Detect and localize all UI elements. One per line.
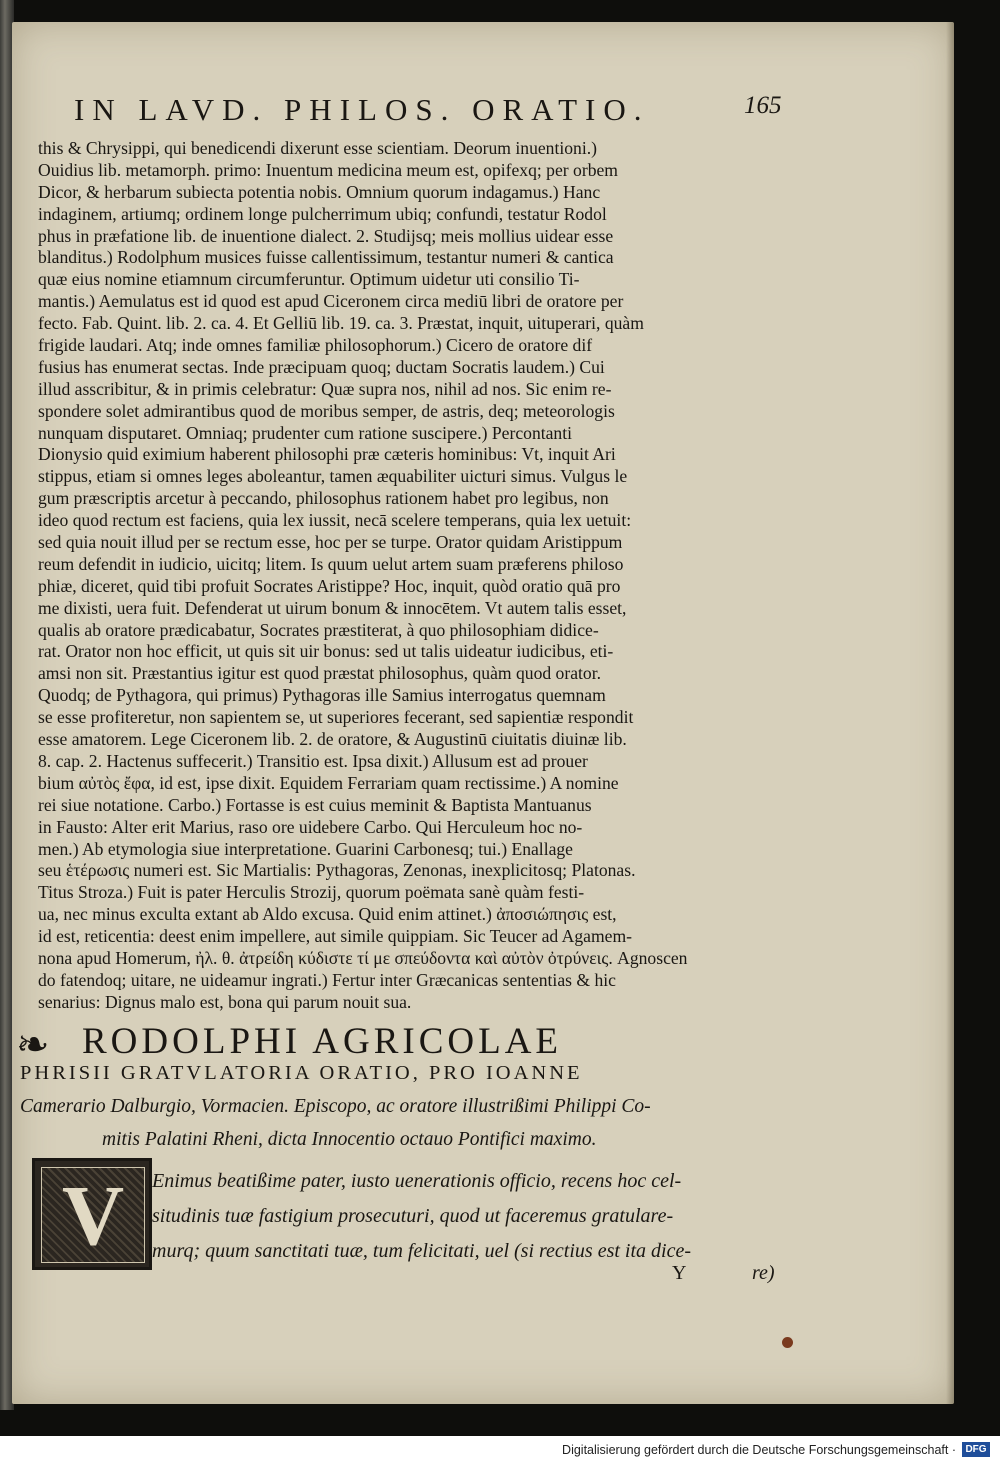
commentary-line: quæ eius nomine etiamnum circumferuntur. Optimum uidetur uti consilio Ti- bbox=[38, 269, 580, 290]
commentary-line: blanditus.) Rodolphum musices fuisse callentissimum, testantur numeri & cantica bbox=[38, 247, 614, 268]
initial-ornament bbox=[41, 1167, 145, 1263]
commentary-line: 8. cap. 2. Hactenus suffecerit.) Transitio est. Ipsa dixit.) Allusum est ad prouer bbox=[38, 750, 588, 771]
oration-body-line: murq; quum sanctitati tuæ, tum felicitati, uel (si rectius est ita dice- bbox=[152, 1240, 692, 1262]
book-page bbox=[12, 22, 954, 1404]
commentary-line: reum defendit in iudicio, uicitq; litem. Is quum uelut artem suam præferens philoso bbox=[38, 553, 624, 574]
footer-bar bbox=[0, 1436, 1000, 1464]
commentary-line: phiæ, diceret, quid tibi profuit Socrates Aristippe? Hoc, inquit, quòd oratio quā pro bbox=[38, 575, 621, 596]
commentary-line: do fatendoq; uitare, ne uideamur ingrati.) Fertur inter Græcanicas sententias & hic bbox=[38, 969, 616, 990]
ink-spot bbox=[782, 1337, 793, 1348]
commentary-line: Quodq; de Pythagora, qui primus) Pythagoras ille Samius interrogatus quemnam bbox=[38, 685, 606, 706]
commentary-line: seu ἑτέρωσις numeri est. Sic Martialis: Pythagoras, Zenonas, inexplicitosq; Platonas. bbox=[38, 860, 636, 881]
catchword: re) bbox=[752, 1262, 775, 1284]
commentary-line: gum præscriptis arcetur à peccando, philosophus rationem habet pro legibus, non bbox=[38, 488, 609, 509]
initial-letter: V bbox=[61, 1167, 125, 1263]
commentary-line: Dicor, & herbarum subiecta potentia nobis. Omnium quorum indagamus.) Hanc bbox=[38, 181, 601, 202]
commentary-line: se esse profiteretur, non sapientem se, ut superiores fecerant, sed sapientiæ respondit bbox=[38, 707, 634, 728]
commentary-line: fusius has enumerat sectas. Inde præcipuam quoq; ductam Socratis laudem.) Cui bbox=[38, 356, 605, 377]
commentary-text bbox=[38, 138, 798, 1014]
commentary-line: ua, nec minus exculta extant ab Aldo excusa. Quid enim attinet.) ἀποσιώπησις est, bbox=[38, 904, 617, 925]
commentary-line: indaginem, artiumq; ordinem longe pulcherrimum ubiq; confundi, testatur Rodol bbox=[38, 203, 607, 224]
commentary-line: frigide laudari. Atq; inde omnes familiæ philosophorum.) Cicero de oratore dif bbox=[38, 335, 593, 356]
commentary-line: fecto. Fab. Quint. lib. 2. ca. 4. Et Gelliū lib. 19. ca. 3. Præstat, inquit, uituperari, quàm bbox=[38, 313, 644, 334]
commentary-line: qualis ab oratore prædicabatur, Socrates præstiterat, à quo philosophiam didice- bbox=[38, 619, 599, 640]
oration-subtitle: PHRISII GRATVLATORIA ORATIO, PRO IOANNE bbox=[20, 1062, 583, 1084]
commentary-line: me dixisti, uera fuit. Defenderat ut uirum bonum & innocētem. Vt autem talis esset, bbox=[38, 597, 627, 618]
commentary-line: men.) Ab etymologia siue interpretatione. Guarini Carbonesq; tui.) Enallage bbox=[38, 838, 573, 859]
commentary-line: nunquam disputaret. Omniaq; prudenter cum ratione suscipere.) Percontanti bbox=[38, 422, 573, 443]
commentary-line: senarius: Dignus malo est, bona qui parum nouit sua. bbox=[38, 991, 412, 1012]
dfg-logo[interactable]: DFG bbox=[962, 1442, 990, 1457]
page-edge-shadow bbox=[946, 22, 954, 1404]
commentary-line: Ouidius lib. metamorph. primo: Inuentum medicina meum est, opifexq; per orbem bbox=[38, 159, 618, 180]
funding-credit: Digitalisierung gefördert durch die Deutsche Forschungsgemeinschaft · bbox=[562, 1443, 956, 1457]
commentary-line: illud asscribitur, & in primis celebratur: Quæ supra nos, nihil ad nos. Sic enim re- bbox=[38, 378, 612, 399]
commentary-line: amsi non sit. Præstantius igitur est quod præstat philosophus, quàm quod orator. bbox=[38, 663, 601, 684]
commentary-line: mantis.) Aemulatus est id quod est apud Ciceronem circa mediū libri de oratore per bbox=[38, 291, 624, 312]
commentary-line: rat. Orator non hoc efficit, ut quis sit uir bonus: sed ut talis uideatur iudicibus, eti- bbox=[38, 641, 614, 662]
oration-title: RODOLPHI AGRICOLAE bbox=[82, 1021, 563, 1062]
commentary-line: bium αὐτὸς ἔφα, id est, ipse dixit. Equidem Ferrariam quam rectissime.) A nomine bbox=[38, 772, 619, 793]
signature-mark: Y bbox=[672, 1262, 689, 1284]
running-head: IN LAVD. PHILOS. ORATIO. bbox=[74, 92, 650, 127]
commentary-line: esse amatorem. Lege Ciceronem lib. 2. de oratore, & Augustinū ciuitatis diuinæ lib. bbox=[38, 729, 627, 750]
oration-dedication-line-1: Camerario Dalburgio, Vormacien. Episcopo, ac oratore illustrißimi Philippi Co- bbox=[20, 1096, 651, 1117]
commentary-line: ideo quod rectum est faciens, quia lex iussit, necā scelere temperans, quia lex uetuit: bbox=[38, 510, 632, 531]
commentary-line: this & Chrysippi, qui benedicendi dixerunt esse scientiam. Deorum inuentioni.) bbox=[38, 138, 597, 158]
commentary-line: rei siue notatione. Carbo.) Fortasse is est cuius meminit & Baptista Mantuanus bbox=[38, 794, 592, 815]
commentary-line: Titus Stroza.) Fuit is pater Herculis Strozij, quorum poëmata sanè quàm festi- bbox=[38, 882, 585, 903]
commentary-line: sed quia nouit illud per se rectum esse, hoc per se turpe. Orator quidam Aristippum bbox=[38, 532, 623, 553]
oration-dedication-line-2: mitis Palatini Rheni, dicta Innocentio octauo Pontifici maximo. bbox=[102, 1129, 597, 1150]
fleuron-icon: ❧ bbox=[16, 1022, 50, 1067]
commentary-line: nona apud Homerum, ἠλ. θ. ἀτρείδη κύδιστε τί με σπεύδοντα καὶ αὐτὸν ὀτρύνεις. Agnoscen bbox=[38, 947, 688, 968]
page-number: 165 bbox=[744, 92, 782, 119]
decorated-initial bbox=[32, 1158, 152, 1270]
oration-body-line: situdinis tuæ fastigium prosecuturi, quod ut faceremus gratulare- bbox=[152, 1205, 674, 1227]
commentary-line: phus in præfatione lib. de inuentione dialect. 2. Studijsq; meis mollius uidear esse bbox=[38, 225, 614, 246]
commentary-line: id est, reticentia: deest enim impellere, aut simile quippiam. Sic Teucer ad Agamem- bbox=[38, 926, 633, 947]
commentary-line: spondere solet admirantibus quod de moribus semper, de astris, deq; meteorologis bbox=[38, 400, 615, 421]
commentary-line: in Fausto: Alter erit Marius, raso ore uidebere Carbo. Qui Herculeum hoc no- bbox=[38, 816, 583, 837]
commentary-line: stippus, etiam si omnes leges aboleantur, tamen æquabiliter uicturi simus. Vulgus le bbox=[38, 466, 628, 487]
commentary-line: Dionysio quid eximium haberent philosophi præ cæteris hominibus: Vt, inquit Ari bbox=[38, 444, 616, 465]
oration-body-line: Enimus beatißime pater, iusto uenerationis officio, recens hoc cel- bbox=[152, 1170, 682, 1192]
